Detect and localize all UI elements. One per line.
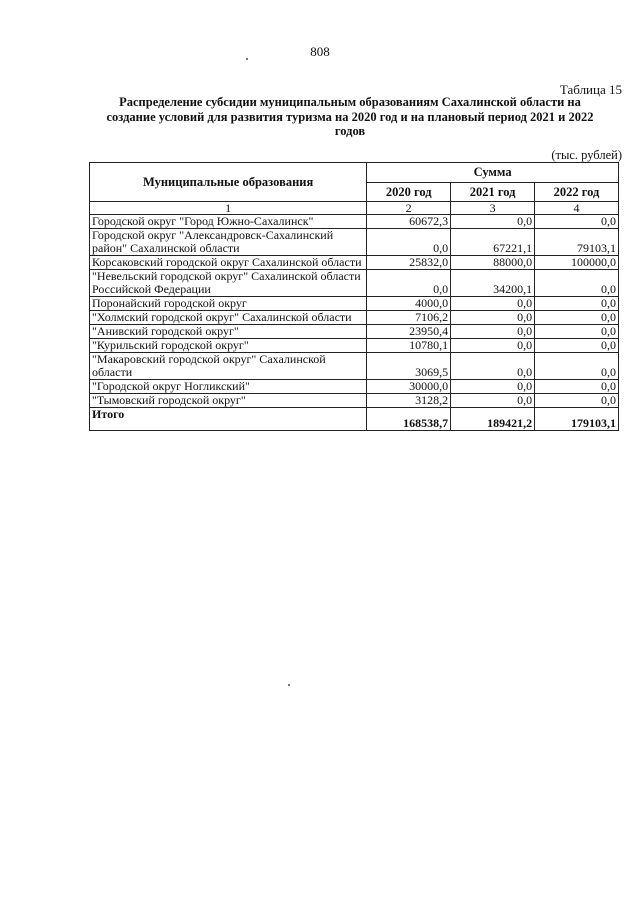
table-row (90, 325, 619, 339)
document-title: Распределение субсидии муниципальным образованиям Сахалинской области на создание условий для развития туризма на 2020 год и на плановый период 2021 и 2022 годов (106, 95, 594, 138)
total-row (90, 408, 619, 431)
value-2020: 7106,2 (367, 311, 451, 325)
table-row (90, 215, 619, 229)
value-2021: 0,0 (451, 394, 535, 408)
value-2021: 0,0 (451, 380, 535, 394)
value-2021: 0,0 (451, 353, 535, 380)
table-row (90, 229, 619, 256)
value-2020: 10780,1 (367, 339, 451, 353)
value-2022: 0,0 (535, 339, 619, 353)
subsidy-table (89, 162, 619, 431)
value-2022: 0,0 (535, 297, 619, 311)
value-2020: 0,0 (367, 229, 451, 256)
municipality-name: "Макаровский городской округ" Сахалинской области (90, 353, 367, 380)
value-2020: 60672,3 (367, 215, 451, 229)
municipality-name: "Курильский городской округ" (90, 339, 367, 353)
municipality-name: Городской округ "Александровск-Сахалинский район" Сахалинской области (90, 229, 367, 256)
column-number-row (90, 202, 619, 215)
value-2020: 30000,0 (367, 380, 451, 394)
value-2021: 0,0 (451, 297, 535, 311)
municipality-name: Городской округ "Город Южно-Сахалинск" (90, 215, 367, 229)
total-2022: 179103,1 (535, 408, 619, 431)
table-row (90, 394, 619, 408)
table-row (90, 380, 619, 394)
page-number: 808 (310, 44, 330, 59)
column-number: 3 (451, 202, 535, 215)
value-2022: 0,0 (535, 215, 619, 229)
value-2022: 0,0 (535, 394, 619, 408)
municipality-name: "Холмский городской округ" Сахалинской области (90, 311, 367, 325)
value-2022: 0,0 (535, 270, 619, 297)
value-2020: 3069,5 (367, 353, 451, 380)
table-label: Таблица 15 (559, 82, 622, 97)
value-2021: 88000,0 (451, 256, 535, 270)
value-2020: 25832,0 (367, 256, 451, 270)
municipality-name: Корсаковский городской округ Сахалинской области (90, 256, 367, 270)
table-row (90, 270, 619, 297)
value-2021: 67221,1 (451, 229, 535, 256)
header-year-2022: 2022 год (535, 183, 619, 202)
value-2020: 23950,4 (367, 325, 451, 339)
header-municipality: Муниципальные образования (90, 163, 367, 202)
value-2022: 0,0 (535, 353, 619, 380)
value-2020: 0,0 (367, 270, 451, 297)
value-2022: 100000,0 (535, 256, 619, 270)
municipality-name: "Тымовский городской округ" (90, 394, 367, 408)
column-number: 1 (90, 202, 367, 215)
value-2022: 79103,1 (535, 229, 619, 256)
municipality-name: "Анивский городской округ" (90, 325, 367, 339)
value-2021: 0,0 (451, 215, 535, 229)
value-2021: 0,0 (451, 311, 535, 325)
value-2021: 34200,1 (451, 270, 535, 297)
value-2021: 0,0 (451, 325, 535, 339)
units-label: (тыс. рублей) (551, 148, 622, 162)
value-2020: 3128,2 (367, 394, 451, 408)
header-year-2021: 2021 год (451, 183, 535, 202)
municipality-name: "Невельский городской округ" Сахалинской области Российской Федерации (90, 270, 367, 297)
value-2022: 0,0 (535, 311, 619, 325)
municipality-name: Поронайский городской округ (90, 297, 367, 311)
value-2022: 0,0 (535, 325, 619, 339)
value-2022: 0,0 (535, 380, 619, 394)
table-row (90, 353, 619, 380)
value-2020: 4000,0 (367, 297, 451, 311)
header-year-2020: 2020 год (367, 183, 451, 202)
column-number: 4 (535, 202, 619, 215)
value-2021: 0,0 (451, 339, 535, 353)
table-row (90, 311, 619, 325)
municipality-name: "Городской округ Ногликский" (90, 380, 367, 394)
scan-speck (246, 58, 248, 60)
column-number: 2 (367, 202, 451, 215)
total-2020: 168538,7 (367, 408, 451, 431)
header-sum: Сумма (367, 163, 619, 183)
total-label: Итого (90, 408, 367, 431)
total-2021: 189421,2 (451, 408, 535, 431)
table-row (90, 297, 619, 311)
scan-speck (288, 684, 290, 686)
table-row (90, 256, 619, 270)
table-row (90, 339, 619, 353)
